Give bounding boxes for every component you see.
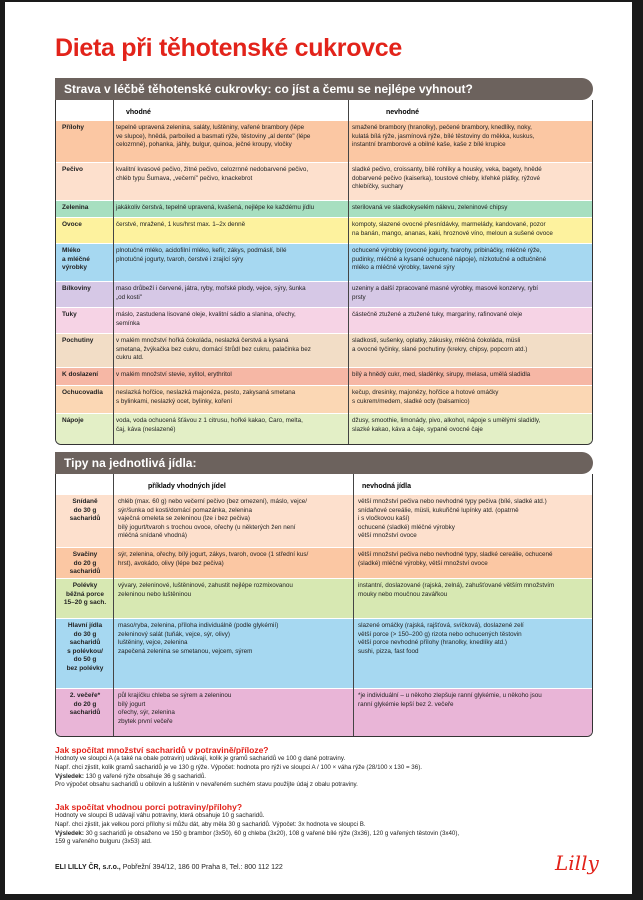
text-line: v malém množství hořká čokoláda, neslazká čerstvá a kysaná	[116, 337, 289, 344]
page-title: Dieta při těhotenské cukrovce	[55, 34, 402, 62]
bad-cell	[352, 204, 588, 213]
good-cell	[118, 622, 348, 656]
meals-table	[55, 474, 593, 737]
table-row	[56, 200, 592, 217]
good-cell	[116, 247, 344, 264]
text-line: a mléčné	[62, 255, 90, 263]
text-line: větší porce (> 150–200 g) rizota nebo ochucených těstovin	[358, 630, 522, 638]
text-line: bez polévky	[66, 664, 104, 672]
text-line: sacharidů	[69, 515, 101, 523]
text-line: běžná porce	[66, 590, 104, 598]
text-line: neslazká hořčice, neslazká majonéza, pesto, zakysaná smetana	[116, 389, 296, 396]
row-label	[62, 311, 114, 320]
text-line: sladké pečivo, croissanty, bílé rohlíky a housky, veka, bagety, hnědé	[352, 166, 542, 173]
text-line: větší množství pečiva nebo nevhodné typy, sladké cereálie, ochucené	[358, 551, 553, 558]
text-line: sýr, zelenina, ořechy, bílý jogurt, zákys, tvaroh, ovoce (1 střední kus/	[118, 551, 309, 558]
text-line: čerstvé, mražené, 1 kus/hrst max. 1–2x denně	[116, 221, 246, 228]
bad-cell	[352, 166, 588, 192]
text-line: chlebíčky, suchary	[352, 183, 404, 191]
text-line: pudinky, mléčné a kysané ochucené nápoje), nízkotučné a odtučněné	[352, 255, 547, 263]
text-line: 159 g vařeného bulguru (3x53) atd.	[55, 838, 152, 846]
table-row	[56, 618, 592, 688]
text-line: Hlavní jídla	[67, 622, 103, 629]
text-line: do 20 g	[73, 559, 97, 567]
table-row	[56, 217, 592, 243]
text-line: sacharidů	[69, 639, 101, 647]
table-row	[56, 307, 592, 333]
table-row	[56, 333, 592, 367]
calc-carbs-text	[55, 755, 595, 790]
text-line: sladkosti, sušenky, oplatky, zákusky, mléčná čokoláda, müsli	[352, 337, 521, 344]
calc-portion-text	[55, 812, 595, 847]
bad-cell	[352, 417, 588, 434]
table-row	[56, 281, 592, 307]
text-line: mouky nebo moučnou zavářkou	[358, 590, 448, 598]
text-line: plnotučné mléko, acidofilní mléko, kefír, zákys, podmáslí, bílé	[116, 247, 287, 254]
text-line: mléčná snídaně vhodná)	[118, 532, 187, 540]
text-line: Přílohy	[62, 124, 85, 131]
text-line: do 30 g	[73, 630, 97, 638]
text-line: luštěniny, vejce, zelenina	[118, 639, 188, 647]
text-line: částečně ztužené a ztužené tuky, margaríny, rafinované oleje	[352, 311, 523, 318]
footer-address: Pobřežní 394/12, 186 00 Praha 8, Tel.: 800 112 122	[120, 864, 283, 871]
text-line: „od kosti"	[116, 293, 143, 301]
column-divider	[113, 474, 114, 736]
text-line: na banán, mango, ananas, kaki, hroznové víno, meloun a sušené ovoce	[352, 229, 553, 237]
row-label	[62, 389, 114, 398]
text-line: slazené omáčky (rajská, rajšťová, svíčková), doslazené zelí	[358, 622, 524, 629]
row-label	[62, 285, 114, 294]
row-label	[60, 551, 110, 577]
text-line: máslo, zastudena lisované oleje, kvalitní sádlo a slanina, ořechy,	[116, 311, 296, 318]
text-line: Pečivo	[62, 166, 83, 173]
table-row	[56, 547, 592, 578]
text-line: semínka	[116, 319, 140, 327]
footer	[55, 864, 283, 871]
good-cell	[116, 417, 344, 434]
table-row	[56, 385, 592, 413]
good-cell	[116, 204, 344, 213]
text-line: s cukrem/medem, sladké octy (balsamico)	[352, 397, 470, 405]
text-line: ranní glykémie lepší bez 2. večeře	[358, 700, 454, 708]
text-line: instantní bramborové a obilné kaše, kaše z bílé krupice	[352, 141, 506, 149]
meals-table-header	[56, 474, 592, 494]
bad-cell	[358, 692, 588, 709]
column-divider	[348, 100, 349, 444]
text-line: ochucené výrobky (ovocné jogurty, tvarohy, pribináčky, mléčné rýže,	[352, 247, 542, 254]
text-line: ořechy, sýr, zelenina	[118, 709, 175, 717]
text-line: plnotučné jogurty, tvaroh, čerstvé i zrající sýry	[116, 255, 244, 263]
good-cell	[116, 285, 344, 302]
text-line: zeleninový salát (tuňák, vejce, sýr, olivy)	[118, 630, 230, 638]
text-line: Výsledek: 30 g sacharidů je obsaženo ve 150 g brambor (3x50), 60 g chleba (3x20), 108 g vařené bílé rýže (3x36), 120 g vařených těstovin (3x40),	[55, 829, 460, 837]
text-line: i s vločkovou kaší)	[358, 515, 410, 523]
text-line: snídaňové cereálie, müsli, kukuřičné lupínky atd. (opatrně	[358, 506, 519, 514]
table-row	[56, 578, 592, 618]
row-label	[62, 247, 114, 273]
good-cell	[118, 582, 348, 599]
bad-cell	[352, 371, 588, 380]
text-line: do 50 g	[73, 656, 97, 664]
page	[5, 2, 632, 894]
good-cell	[118, 498, 348, 541]
row-label	[62, 337, 114, 346]
text-line: prsty	[352, 293, 366, 301]
bad-cell	[358, 551, 588, 568]
text-line: větší porce nevhodné přílohy (hranolky, knedlíky atd.)	[358, 639, 507, 647]
calc-portion-section	[55, 802, 595, 847]
row-label	[60, 498, 110, 524]
text-line: větší množství pečiva nebo nevhodné typy pečiva (bílé, sladké atd.)	[358, 498, 547, 505]
lilly-logo	[553, 848, 601, 878]
good-cell	[118, 692, 348, 726]
calc-portion-heading: Jak spočítat vhodnou porci potraviny/přílohy?	[55, 802, 243, 812]
column-divider	[353, 474, 354, 736]
food-table	[55, 100, 593, 445]
good-cell	[116, 124, 344, 150]
text-line: voda, voda ochucená šťávou z 1 citrusu, hořké kakao, Caro, melta,	[116, 417, 303, 424]
bad-cell	[358, 582, 588, 599]
text-line: v malém množství stevie, xylitol, erythritol	[116, 371, 232, 378]
column-divider	[113, 100, 114, 444]
table-row	[56, 162, 592, 200]
text-line: kečup, dresinky, majonézy, hořčice a hotové omáčky	[352, 389, 499, 396]
text-line: kulatá bílá rýže, jasmínová rýže, bílé těstoviny do měkka, kuskus,	[352, 132, 535, 140]
table-row	[56, 243, 592, 281]
text-line: kompoty, slazené ovocné přesnídávky, marmelády, kandované, pozor	[352, 221, 546, 228]
text-line: Hodnoty ve sloupci B udávají váhu potraviny, která obsahuje 10 g sacharidů.	[55, 812, 265, 819]
text-line: Zelenina	[62, 204, 89, 211]
table-row	[56, 494, 592, 547]
text-line: maso/ryba, zelenina, příloha individuálně (podle glykémií)	[118, 622, 279, 629]
text-line: Nápoje	[62, 417, 84, 424]
col-good-header: vhodné	[126, 109, 151, 116]
row-label	[62, 417, 114, 426]
text-line: bílý jogurt/tvaroh s trochou ovoce, ořechy (u některých žen není	[118, 523, 296, 531]
text-line: s bylinkami, neslazký ocet, bylinky, koření	[116, 397, 233, 405]
text-line: hrst), avokádo, olivy (lépe bez pečiva)	[118, 559, 224, 567]
text-line: půl krajíčku chleba se sýrem a zeleninou	[118, 692, 232, 699]
text-line: Bílkoviny	[62, 285, 91, 292]
text-line: Svačiny	[72, 551, 98, 558]
text-line: jakákoliv čerstvá, tepelně upravená, kvašená, nejlépe ke každému jídlu	[116, 204, 315, 211]
row-label	[62, 371, 114, 380]
text-line: mléko a mléčné výrobky, tavené sýry	[352, 264, 455, 272]
text-line: Polévky	[72, 582, 98, 589]
text-line: Ochucovadla	[62, 389, 103, 396]
text-line: kvalitní kvasové pečivo, žitné pečivo, celozrnné nedobarvené pečivo,	[116, 166, 309, 173]
col-bad-header: nevhodné	[386, 109, 420, 116]
row-label	[60, 692, 110, 718]
text-line: chléb typu Šumava, „večerní" pečivo, knackebrot	[116, 174, 253, 182]
text-line: větší množství ovoce	[358, 532, 417, 540]
table-row	[56, 367, 592, 385]
text-line: K doslazení	[62, 371, 99, 378]
text-line: sterilovaná ve sladkokyselém nálevu, zeleninové chipsy	[352, 204, 508, 211]
text-line: Např. chci zjistit, jak velkou porci přílohy si můžu dát, aby měla 30 g sacharidů. Výpočet: 3x hodnota ve sloupci B.	[55, 820, 366, 828]
food-table-header	[56, 100, 592, 120]
bad-cell	[352, 337, 588, 354]
calc-carbs-section	[55, 745, 595, 790]
text-line: Pro výpočet obsahu sacharidů u obilovin a luštěnin v nevařeném suchém stavu použijte údaj z obalu potraviny.	[55, 781, 358, 789]
text-line: 15–20 g sach.	[63, 599, 107, 607]
bad-cell	[352, 124, 588, 150]
text-line: sacharidů	[69, 568, 101, 576]
text-line: sacharidů	[69, 709, 101, 717]
text-line: Snídaně	[72, 498, 98, 505]
text-line: maso drůbeží i červené, játra, ryby, mořské plody, vejce, sýry, šunka	[116, 285, 306, 292]
section2-heading: Tipy na jednotlivá jídla:	[55, 452, 593, 474]
text-line: a ovocné tyčinky, slané pochutiny (krekry, chipsy, popcorn atd.)	[352, 345, 528, 353]
table-row	[56, 120, 592, 162]
row-label	[60, 622, 110, 674]
calc-carbs-heading: Jak spočítat množství sacharidů v potravině/příloze?	[55, 745, 269, 755]
text-line: džusy, smoothie, limonády, pivo, alkohol, nápoje s umělými sladidly,	[352, 417, 541, 424]
good-cell	[116, 389, 344, 406]
good-cell	[116, 337, 344, 363]
section1-heading: Strava v léčbě těhotenské cukrovky: co jíst a čemu se nejlépe vyhnout?	[55, 78, 593, 100]
text-line: Mléko	[62, 247, 81, 254]
text-line: zapečená zelenina se smetanou, vejcem, sýrem	[118, 647, 253, 655]
text-line: ochucené (sladké) mléčné výrobky	[358, 523, 455, 531]
text-line: instantní, doslazované (rajská, zelná), zahušťované větším množstvím	[358, 582, 555, 589]
text-line: čaj, káva (neslazené)	[116, 425, 176, 433]
text-line: zbytek první večeře	[118, 717, 173, 725]
bad-cell	[358, 622, 588, 656]
text-line: zeleninou nebo luštěninou	[118, 590, 192, 598]
bad-cell	[352, 247, 588, 273]
bad-cell	[352, 389, 588, 406]
text-line: (sladké) mléčné výrobky, větší množství ovoce	[358, 559, 488, 567]
text-line: tepelně upravená zelenina, saláty, luštěniny, vařené brambory (lépe	[116, 124, 305, 131]
text-line: do 30 g	[73, 506, 97, 514]
lilly-logo-text: Lilly	[555, 851, 599, 875]
row-label	[60, 582, 110, 608]
text-line: uzeniny a další zpracované masné výrobky, masové konzervy, rybí	[352, 285, 538, 292]
good-cell	[116, 221, 344, 230]
text-line: celozrnné), pohanka, jáhly, bulgur, quinoa, ječné kroupy, vločky	[116, 141, 292, 149]
text-line: Pochutiny	[62, 337, 94, 344]
text-line: sushi, pizza, fast food	[358, 647, 419, 655]
text-line: bílý a hnědý cukr, med, sladěnky, sirupy, melasa, umělá sladidla	[352, 371, 531, 378]
text-line: vaječná omeleta se zeleninou (lze i bez pečiva)	[118, 515, 250, 523]
good-cell	[118, 551, 348, 568]
text-line: bílý jogurt	[118, 700, 146, 708]
bad-cell	[352, 285, 588, 302]
bad-cell	[352, 311, 588, 320]
good-cell	[116, 371, 344, 380]
table-row	[56, 413, 592, 445]
text-line: s polévkou/	[67, 647, 103, 655]
text-line: ve slupce), hnědá, parboiled a basmati rýže, těstoviny „al dente" (lépe	[116, 132, 311, 140]
row-label	[62, 124, 114, 133]
text-line: Např. chci zjistit, kolik gramů sacharidů je ve 130 g rýže. Výpočet: hodnota pro rýži ve sloupci A / 100 × váha rýže (28/100 x 130 = 36).	[55, 763, 422, 771]
text-line: chléb (max. 60 g) nebo večerní pečivo (bez omezení), máslo, vejce/	[118, 498, 307, 505]
text-line: sýr/šunka od kosti/domácí pomazánka, zelenina	[118, 506, 253, 514]
text-line: Výsledek: 130 g vařené rýže obsahuje 36 g sacharidů.	[55, 772, 207, 780]
text-line: dobarvené pečivo (kaiserka), toustové chleby, křehké plátky, rýžové	[352, 174, 541, 182]
text-line: smažené brambory (hranolky), pečené brambory, knedlíky, noky,	[352, 124, 532, 131]
text-line: 2. večeře*	[69, 692, 101, 699]
text-line: Hodnoty ve sloupci A (a také na obale potravin) udávají, kolik je gramů sacharidů ve 100 g dané potraviny.	[55, 755, 346, 762]
row-label	[62, 166, 114, 175]
text-line: Ovoce	[62, 221, 82, 228]
bad-cell	[358, 498, 588, 541]
text-line: *je individuální – u někoho zlepšuje ranní glykémie, u někoho jsou	[358, 692, 542, 699]
footer-company: ELI LILLY ČR, s.r.o.,	[55, 864, 121, 871]
text-line: slazké kakao, káva a čaje, sypané ovocné čaje	[352, 425, 483, 433]
text-line: cukru atd.	[116, 354, 144, 362]
text-line: vývary, zeleninové, luštěninové, zahustit nejlépe rozmixovanou	[118, 582, 293, 589]
text-line: smetana, žvýkačka bez cukru, domácí štrůdl bez cukru, palačinka bez	[116, 345, 311, 353]
text-line: do 20 g	[73, 700, 97, 708]
col-good-header: příklady vhodných jídel	[148, 483, 226, 490]
table-row	[56, 688, 592, 737]
col-bad-header: nevhodná jídla	[362, 483, 412, 490]
good-cell	[116, 166, 344, 183]
bad-cell	[352, 221, 588, 238]
row-label	[62, 221, 114, 230]
good-cell	[116, 311, 344, 328]
text-line: výrobky	[62, 264, 87, 272]
row-label	[62, 204, 114, 213]
text-line: Tuky	[62, 311, 77, 318]
